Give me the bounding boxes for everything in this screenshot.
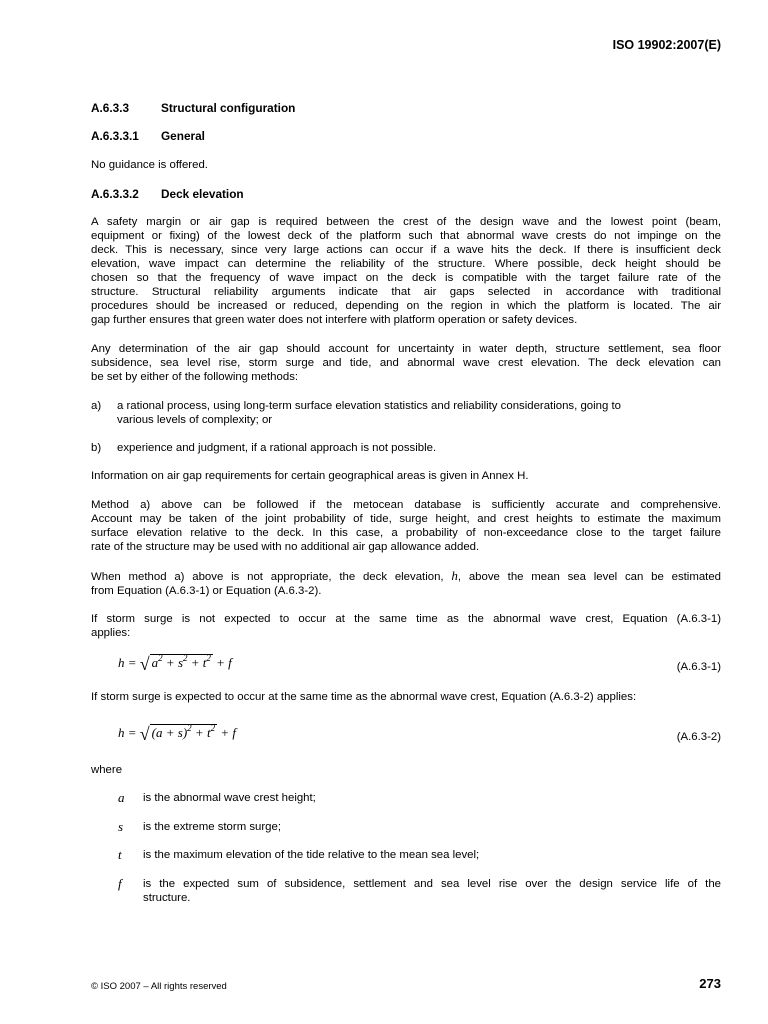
text-line [91,569,721,584]
equation-number: (A.6.3-1) [676,661,721,673]
section-number: A.6.3.3.2 [91,187,139,201]
text-line: procedures should be increased or reduced, depending on the region in which the platform is located. The air [91,300,721,312]
text-line: A safety margin or air gap is required between the crest of the design wave and the lowest point (beam, [91,216,721,228]
definition-text: is the expected sum of subsidence, settlement and sea level rise over the design service life of the [143,878,721,890]
paragraph-equation-1-intro [91,612,721,640]
section-title: Deck elevation [161,187,244,201]
text-line: applies: [91,627,131,639]
variable-h: h [451,568,458,583]
equation-number: (A.6.3-2) [676,731,721,743]
definition-a [118,791,721,805]
text-line: chosen so that the frequency of wave impact on the deck is compatible with the target failure rate of the [91,272,721,284]
text-line: be set by either of the following methods: [91,371,299,383]
paragraph-method-not-appropriate [91,569,721,598]
symbol: a [118,790,125,805]
text-line: Any determination of the air gap should account for uncertainty in water depth, structure settlement, sea floor [91,343,721,355]
text-line: subsidence, sea level rise, storm surge and tide, and abnormal wave crest elevation. The deck elevation can [91,357,721,369]
general-text: No guidance is offered. [91,159,208,171]
paragraph-annex-h: Information on air gap requirements for certain geographical areas is given in Annex H. [91,470,529,482]
equation-a-6-3-2: h = √ $(a + s)^2 + t^2 + f$ [118,723,236,744]
equation-a-6-3-1: h = √ $a^2 + s^2 + t^2 + f$ [118,653,232,674]
text-line: deck. This is necessary, since very large actions can occur if a wave hits the deck. If there is insufficient deck [91,244,721,256]
text-line: If storm surge is not expected to occur at the same time as the abnormal wave crest, Equation (A.6.3-1) [91,613,721,625]
definition-t [118,848,721,862]
text-line: elevation, wave impact can determine the reliability of the structure. Where possible, deck height should be [91,258,721,270]
where-label: where [91,764,123,776]
list-marker: a) [91,400,102,412]
text-line: a rational process, using long-term surface elevation statistics and reliability considerations, going to [117,400,621,412]
definition-text: is the maximum elevation of the tide relative to the mean sea level; [143,849,480,861]
text-line: rate of the structure may be used with no additional air gap allowance added. [91,541,480,553]
paragraph-equation-2-intro: If storm surge is expected to occur at the same time as the abnormal wave crest, Equation (A.6.3-2) applies: [91,691,637,703]
definition-f [118,877,721,905]
symbol: t [118,847,122,862]
paragraph-determination [91,342,721,384]
paragraph-air-gap [91,215,721,327]
symbol: f [118,876,122,891]
footer-copyright: © ISO 2007 – All rights reserved [91,981,227,992]
text-line: Method a) above can be followed if the metocean database is sufficiently accurate and comprehensive. [91,499,721,511]
definition-text: is the abnormal wave crest height; [143,792,316,804]
section-number: A.6.3.3 [91,101,130,115]
definition-s [118,820,721,834]
text-line: from Equation (A.6.3-1) or Equation (A.6.3-2). [91,585,322,597]
definition-text: is the extreme storm surge; [143,821,282,833]
text-line: various levels of complexity; or [117,414,273,426]
symbol: s [118,819,124,834]
paragraph-method-a [91,498,721,554]
section-number: A.6.3.3.1 [91,129,139,143]
list-item-a [91,399,721,427]
list-marker: b) [91,442,102,454]
list-item-b [91,441,721,455]
section-title: General [161,129,205,143]
text-line: equipment or fixing) of the lowest deck of the platform such that abnormal wave crests do not impinge on the [91,230,721,242]
text-fragment: When method a) above is not appropriate, the deck elevation, [91,571,444,583]
text-line: structure. Structural reliability arguments indicate that air gaps selected in accordance with traditional [91,286,721,298]
section-title: Structural configuration [161,101,296,115]
text-line: experience and judgment, if a rational approach is not possible. [117,442,437,454]
definition-text: structure. [143,892,191,904]
text-fragment: , above the mean sea level can be estimated [457,571,721,583]
text-line: surface elevation relative to the deck. In this case, a probability of non-exceedance close to the target failure [91,527,721,539]
text-line: Account may be taken of the joint probability of tide, surge height, and crest heights to estimate the maximum [91,513,721,525]
heading-structural-configuration [91,101,295,115]
heading-general [91,129,205,143]
page-number: 273 [699,976,721,991]
text-line: gap further ensures that green water does not interfere with platform operation or safety devices. [91,314,578,326]
document-id: ISO 19902:2007(E) [612,38,721,52]
heading-deck-elevation [91,187,244,201]
